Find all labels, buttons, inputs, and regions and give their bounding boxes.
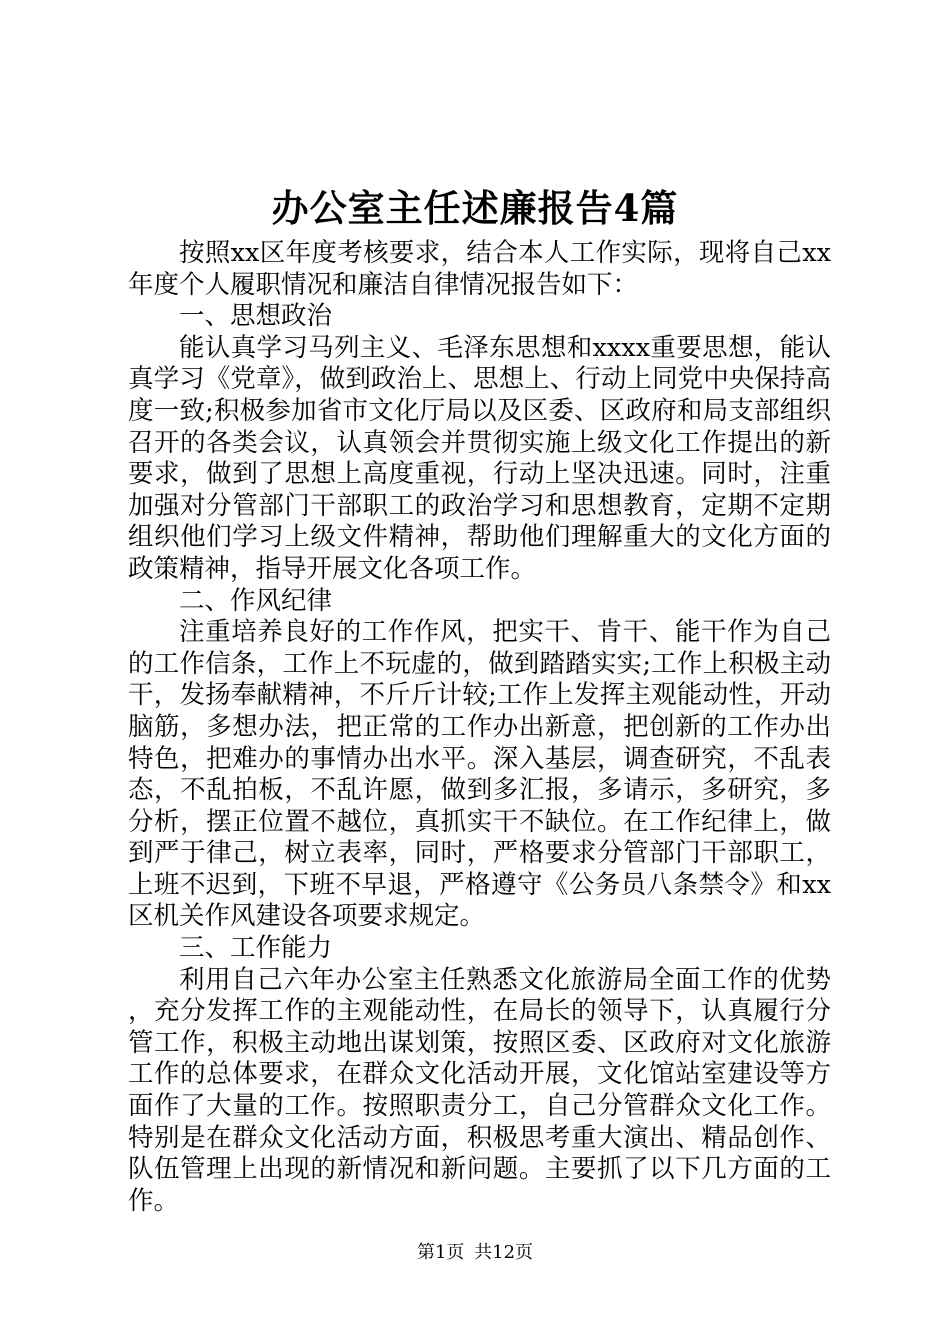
document-title: 办公室主任述廉报告4篇 xyxy=(271,186,679,230)
section-heading-discipline: 二、作风纪律 xyxy=(179,585,333,616)
section-body-ability: 利用自己六年办公室主任熟悉文化旅游局全面工作的优势，充分发挥工作的主观能动性，在局长的领导下，认真履行分管工作，积极主动地出谋划策，按照区委、区政府对文化旅游工作的总体要求，在群众文化活动开展，文化馆站室建设等方面作了大量的工作。按照职责分工，自己分管群众文化工作。特别是在群众文化活动方面，积极思考重大演出、精品创作、队伍管理上出现的新情况和新问题。主要抓了以下几方面的工作。 xyxy=(128,964,831,1216)
document-body xyxy=(128,238,831,1217)
section-body-discipline: 注重培养良好的工作作风，把实干、肯干、能干作为自己的工作信条，工作上不玩虚的，做到踏踏实实;工作上积极主动干，发扬奉献精神，不斤斤计较;工作上发挥主观能动性，开动脑筋，多想办法，把正常的工作办出新意，把创新的工作办出特色，把难办的事情办出水平。深入基层，调查研究，不乱表态，不乱拍板，不乱许愿，做到多汇报，多请示，多研究，多分析，摆正位置不越位，真抓实干不缺位。在工作纪律上，做到严于律己，树立表率，同时，严格要求分管部门干部职工，上班不迟到，下班不早退，严格遵守《公务员八条禁令》和xx区机关作风建设各项要求规定。 xyxy=(128,617,831,932)
section-heading-ability: 三、工作能力 xyxy=(179,933,333,964)
section-heading-ideology: 一、思想政治 xyxy=(179,301,333,332)
section-body-ideology: 能认真学习马列主义、毛泽东思想和xxxx重要思想，能认真学习《党章》，做到政治上、思想上、行动上同党中央保持高度一致;积极参加省市文化厅局以及区委、区政府和局支部组织召开的各类会议，认真领会并贯彻实施上级文化工作提出的新要求，做到了思想上高度重视，行动上坚决迅速。同时，注重加强对分管部门干部职工的政治学习和思想教育，定期不定期组织他们学习上级文件精神，帮助他们理解重大的文化方面的政策精神，指导开展文化各项工作。 xyxy=(128,332,831,584)
intro-paragraph: 按照xx区年度考核要求，结合本人工作实际，现将自己xx年度个人履职情况和廉洁自律情况报告如下： xyxy=(128,238,831,300)
page-number: 第1页 共12页 xyxy=(416,1242,534,1263)
